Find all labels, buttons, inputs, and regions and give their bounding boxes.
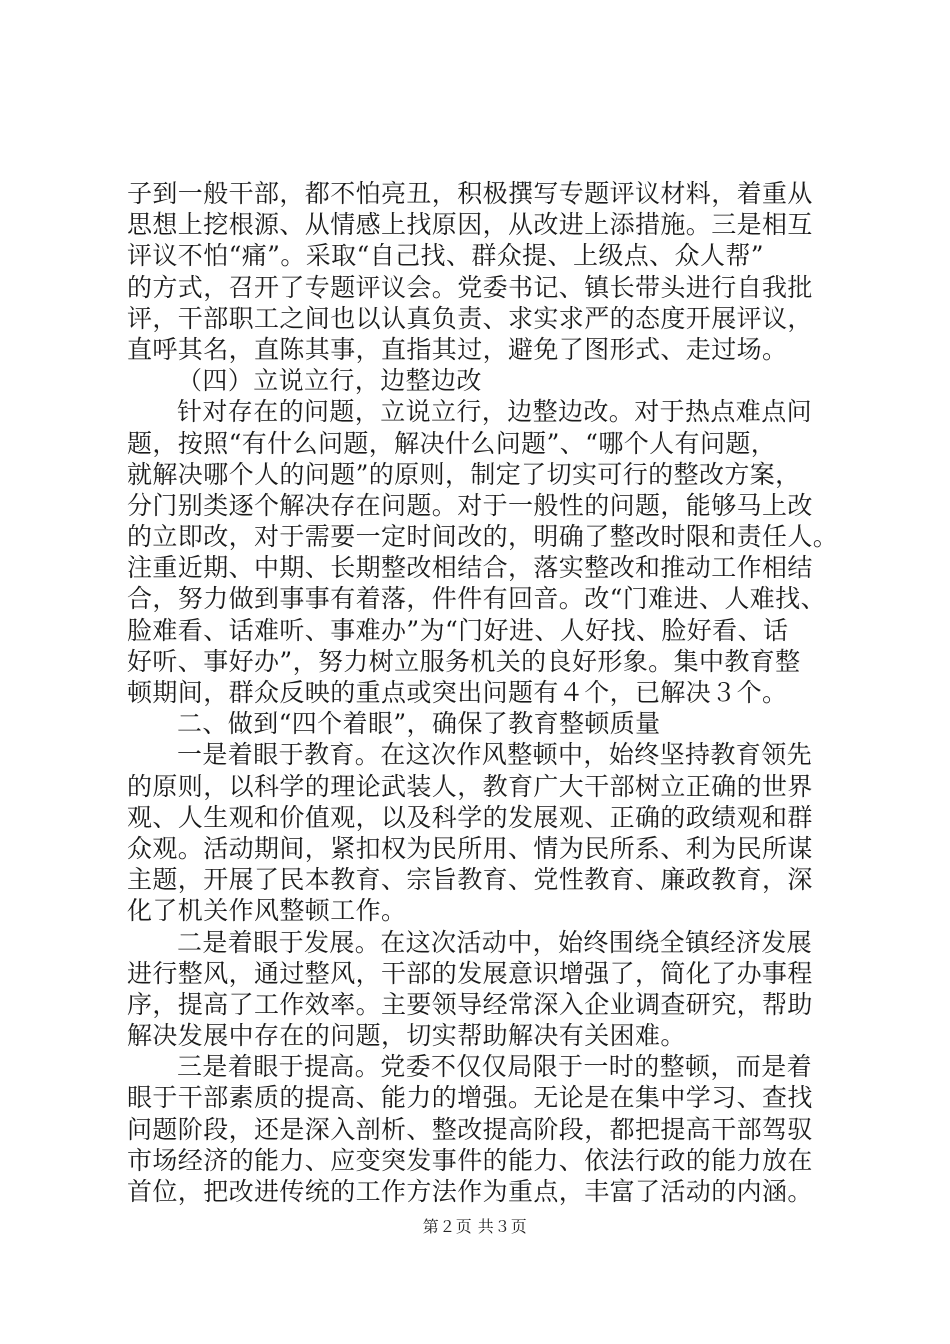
text-line: 序，提高了工作效率。主要领导经常深入企业调查研究，帮助 (127, 989, 813, 1019)
text-line: 化了机关作风整顿工作。 (127, 896, 407, 926)
text-line: 分门别类逐个解决存在问题。对于一般性的问题，能够马上改 (127, 490, 813, 520)
text-line: 的原则，以科学的理论武装人，教育广大干部树立正确的世界 (127, 771, 813, 801)
text-line: 评议不怕“痛”。采取“自己找、群众提、上级点、众人帮” (127, 241, 764, 271)
text-line: 好听、事好办”，努力树立服务机关的良好形象。集中教育整 (127, 646, 801, 676)
text-line: 合，努力做到事事有着落，件件有回音。改“门难进、人难找、 (127, 584, 826, 614)
text-line: 题，按照“有什么问题，解决什么问题”、“哪个人有问题， (127, 428, 777, 458)
text-line: 直呼其名，直陈其事，直指其过，避免了图形式、走过场。 (127, 334, 788, 364)
text-line: 针对存在的问题，立说立行，边整边改。对于热点难点问 (177, 397, 813, 427)
text-line: 市场经济的能力、应变突发事件的能力、依法行政的能力放在 (127, 1145, 813, 1175)
text-line: 注重近期、中期、长期整改相结合，落实整改和推动工作相结 (127, 553, 813, 583)
text-line: 主题，开展了民本教育、宗旨教育、党性教育、廉政教育，深 (127, 865, 813, 895)
section-heading: （四）立说立行，边整边改 (177, 366, 482, 396)
body-text (127, 178, 839, 1207)
section-heading: 二、做到“四个着眼”，确保了教育整顿质量 (177, 709, 661, 739)
text-line: 的方式，召开了专题评议会。党委书记、镇长带头进行自我批 (127, 272, 813, 302)
text-line: 首位，把改进传统的工作方法作为重点，丰富了活动的内涵。 (127, 1177, 813, 1206)
text-line: 就解决哪个人的问题”的原则，制定了切实可行的整改方案， (127, 459, 801, 489)
text-line: 三是着眼于提高。党委不仅仅局限于一时的整顿，而是着 (177, 1052, 813, 1082)
text-line: 评，干部职工之间也以认真负责、求实求严的态度开展评议， (127, 303, 813, 333)
text-line: 思想上挖根源、从情感上找原因，从改进上添措施。三是相互 (127, 210, 813, 240)
text-line: 解决发展中存在的问题，切实帮助解决有关困难。 (127, 1021, 686, 1051)
page-number-footer: 第２页 共３页 (422, 1217, 528, 1236)
text-line: 眼于干部素质的提高、能力的增强。无论是在集中学习、查找 (127, 1083, 813, 1113)
text-line: 的立即改，对于需要一定时间改的，明确了整改时限和责任人。 (127, 522, 839, 552)
text-line: 子到一般干部，都不怕亮丑，积极撰写专题评议材料，着重从 (127, 179, 813, 208)
text-line: 脸难看、话难听、事难办”为“门好进、人好找、脸好看、话 (127, 615, 789, 645)
text-line: 众观。活动期间，紧扣权为民所用、情为民所系、利为民所谋 (127, 833, 813, 863)
text-line: 观、人生观和价值观，以及科学的发展观、正确的政绩观和群 (127, 802, 813, 832)
text-line: 问题阶段，还是深入剖析、整改提高阶段，都把提高干部驾驭 (127, 1114, 813, 1144)
text-line: 进行整风，通过整风，干部的发展意识增强了，简化了办事程 (127, 958, 813, 988)
text-line: 二是着眼于发展。在这次活动中，始终围绕全镇经济发展 (177, 927, 813, 957)
text-line: 顿期间，群众反映的重点或突出问题有４个，已解决３个。 (127, 678, 788, 707)
text-line: 一是着眼于教育。在这次作风整顿中，始终坚持教育领先 (177, 740, 813, 770)
